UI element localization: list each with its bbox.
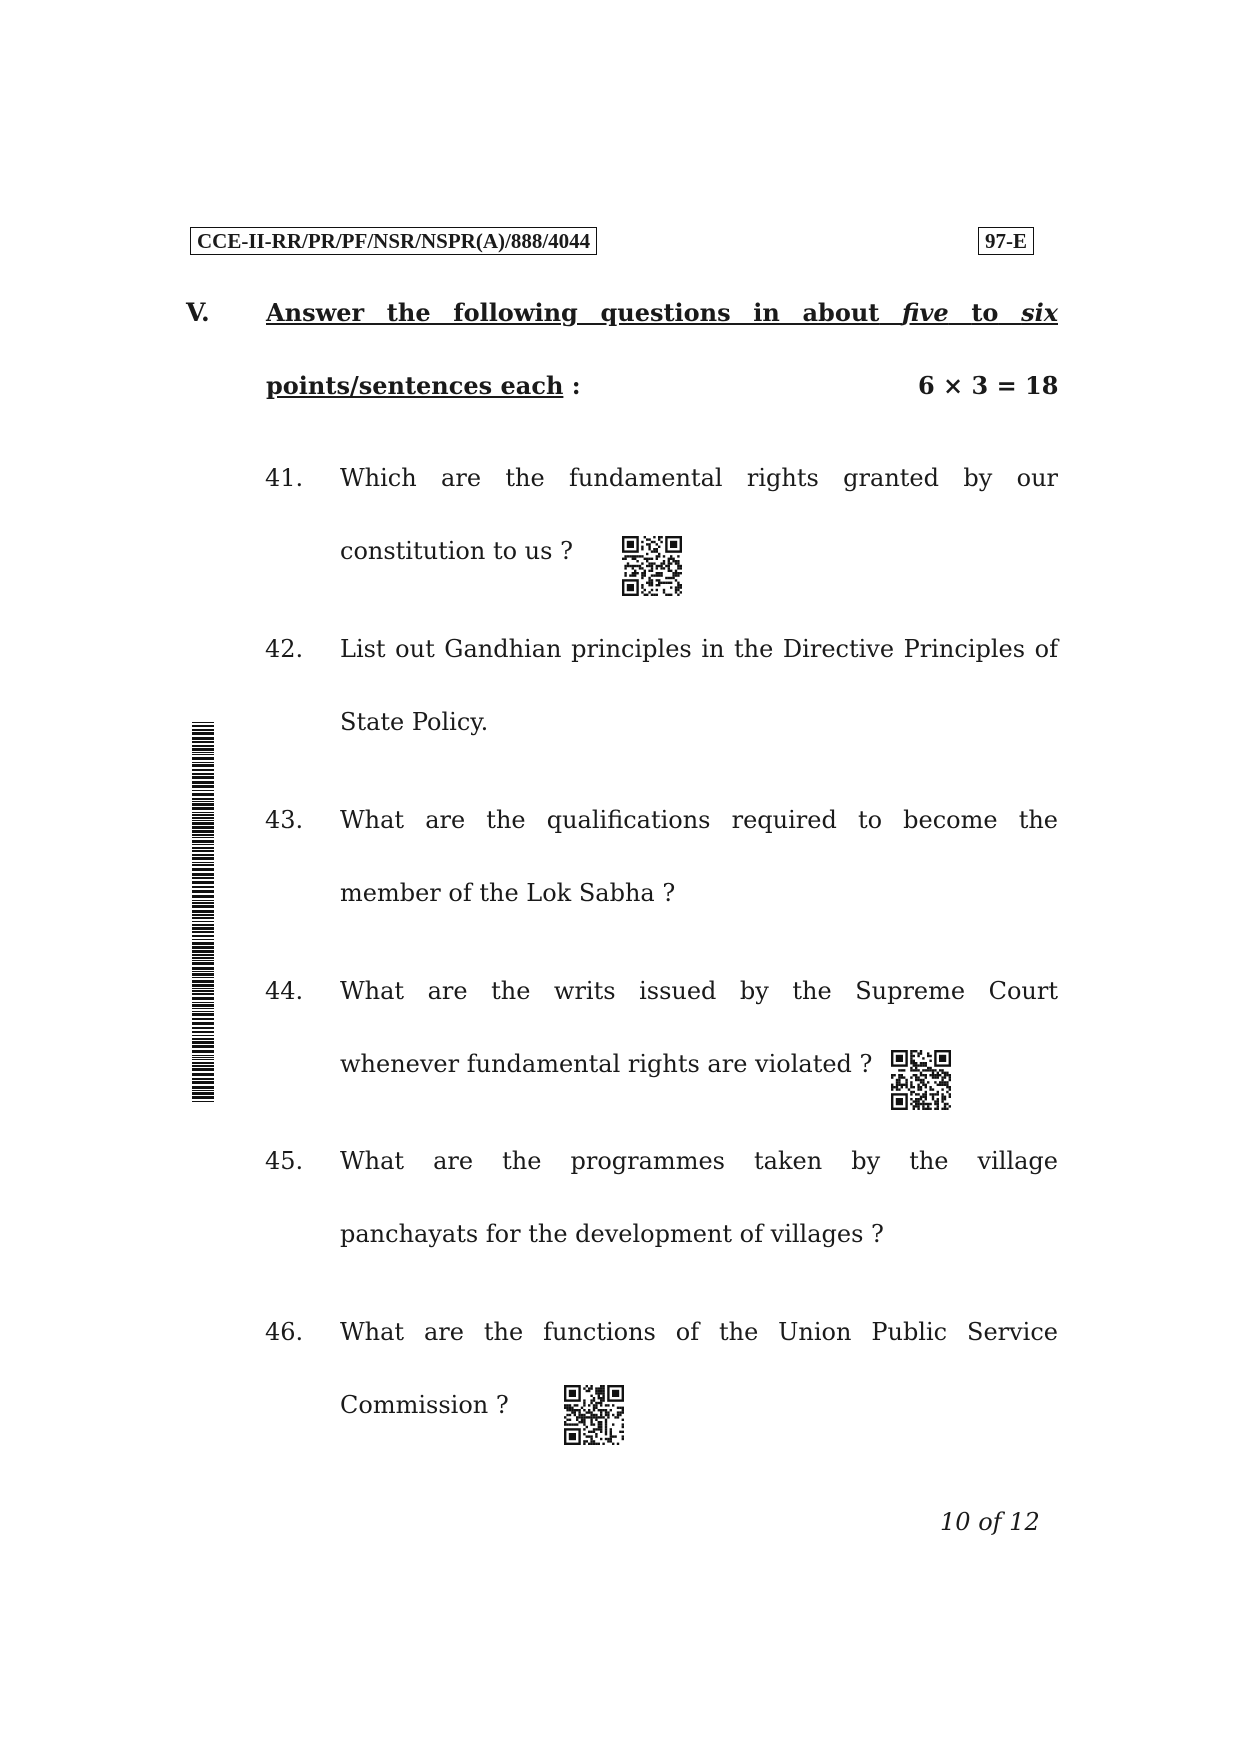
- page-number: [940, 1508, 1040, 1536]
- instruction-colon: :: [571, 371, 581, 400]
- page-total: 12: [1009, 1508, 1040, 1536]
- page-of: of: [978, 1508, 1002, 1536]
- barcode-icon: [192, 722, 214, 1102]
- question-number: 42.: [265, 635, 304, 663]
- qr-code-icon: [891, 1050, 951, 1110]
- instruction-line2-text: points/sentences each: [266, 371, 564, 400]
- question-number: 41.: [265, 464, 304, 492]
- question-text: What are the programmes taken by the village: [340, 1147, 1058, 1175]
- instruction-to: to: [971, 298, 999, 327]
- question-text: What are the qualifications required to become the: [340, 806, 1058, 834]
- question-number: 45.: [265, 1147, 304, 1175]
- instruction-text: Answer the following questions in about: [266, 298, 880, 327]
- qr-code-icon: [622, 536, 682, 596]
- qr-code-icon: [564, 1385, 624, 1445]
- section-number: V.: [186, 298, 210, 327]
- question-number: 44.: [265, 977, 304, 1005]
- instruction-five: five: [902, 298, 949, 327]
- question-text: What are the functions of the Union Public Service: [340, 1318, 1058, 1346]
- question-text: Which are the fundamental rights granted by our: [340, 464, 1058, 492]
- section-instruction-line2: [266, 371, 581, 400]
- question-text: What are the writs issued by the Supreme Court: [340, 977, 1058, 1005]
- question-text-continued: State Policy.: [340, 708, 489, 736]
- instruction-six: six: [1021, 298, 1058, 327]
- question-number: 43.: [265, 806, 304, 834]
- section-marks: 6 × 3 = 18: [918, 371, 1059, 400]
- paper-code: 97-E: [985, 229, 1027, 253]
- question-text-continued: member of the Lok Sabha ?: [340, 879, 676, 907]
- question-text-continued: constitution to us ?: [340, 537, 573, 565]
- question-text-continued: panchayats for the development of villages ?: [340, 1220, 884, 1248]
- question-text-continued: whenever fundamental rights are violated ?: [340, 1050, 873, 1078]
- question-text-continued: Commission ?: [340, 1391, 509, 1419]
- page-current: 10: [940, 1508, 971, 1536]
- question-number: 46.: [265, 1318, 304, 1346]
- exam-code-box: [190, 227, 597, 255]
- section-instruction: [266, 298, 1058, 327]
- exam-code: CCE-II-RR/PR/PF/NSR/NSPR(A)/888/4044: [197, 229, 591, 253]
- paper-code-box: [978, 227, 1034, 255]
- question-text: List out Gandhian principles in the Directive Principles of: [340, 635, 1058, 663]
